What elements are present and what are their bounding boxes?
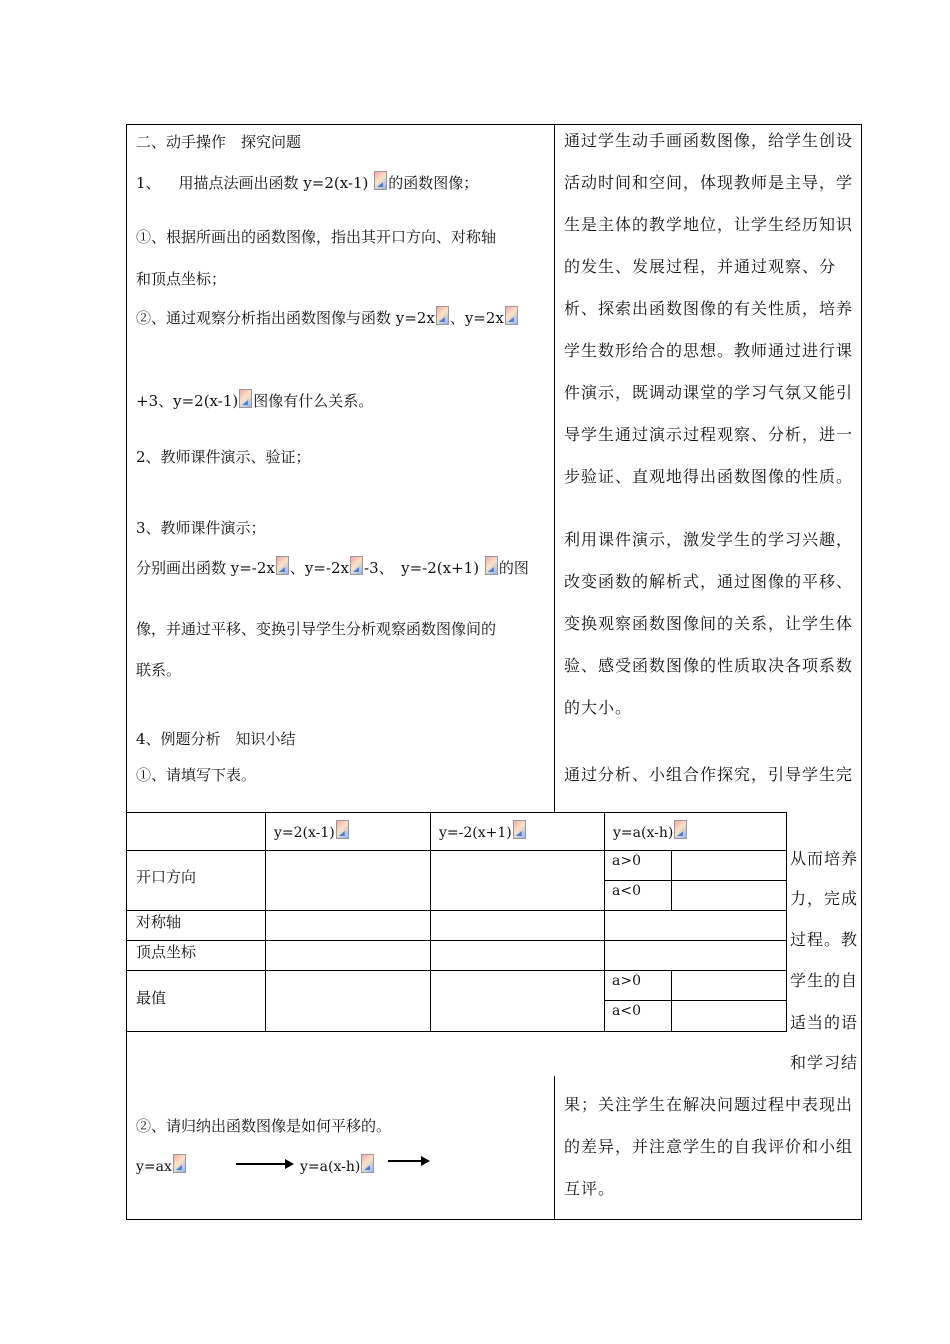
formula-image-icon	[674, 820, 687, 839]
row-label-extremum: 最值	[136, 989, 167, 1007]
arrow-icon	[236, 1163, 292, 1165]
commentary-line: 互评。	[564, 1179, 616, 1198]
table-border	[786, 812, 787, 1032]
table-border	[671, 970, 672, 1031]
commentary-line: 通过学生动手画函数图像，给学生创设	[564, 131, 854, 150]
commentary-partial: 从而培养	[790, 849, 859, 868]
a-negative-label: a<0	[612, 883, 641, 899]
commentary-line: 改变函数的解析式，通过图像的平移、	[564, 572, 854, 591]
question2-text-b: 、y=2x	[449, 309, 504, 327]
outer-bottom-border	[126, 1219, 862, 1220]
item3-text-b: 、y=-2x	[289, 559, 350, 577]
commentary-line: 的差异，并注意学生的自我评价和小组	[564, 1137, 854, 1156]
table-border	[126, 850, 787, 851]
item3-functions-line	[136, 556, 529, 578]
commentary-line: 学生数形给合的思想。教师通过进行课	[564, 341, 854, 360]
outer-right-border	[861, 124, 862, 1220]
table-border	[265, 812, 266, 1032]
commentary-line: 变换观察函数图像间的关系，让学生体	[564, 614, 854, 633]
commentary-line: 导学生通过演示过程观察、分析，进一	[564, 425, 854, 444]
formula-image-icon	[276, 556, 289, 575]
a-positive-label: a>0	[612, 973, 641, 989]
outer-top-border	[126, 124, 862, 125]
commentary-partial: 学生的自	[790, 971, 859, 990]
table-border	[671, 850, 672, 910]
commentary-line: 果；关注学生在解决问题过程中表现出	[564, 1095, 854, 1114]
item4-question2: ②、请归纳出函数图像是如何平移的。	[136, 1117, 392, 1135]
question2-text: ②、通过观察分析指出函数图像与函数 y=2x	[136, 309, 435, 327]
table-border	[430, 812, 431, 1032]
header-text: y=a(x-h)	[613, 825, 674, 841]
item3-line3: 联系。	[136, 661, 182, 679]
item3-line: 3、教师课件演示；	[136, 519, 266, 537]
item1-line	[136, 171, 478, 193]
formula-image-icon	[436, 306, 449, 325]
formula-image-icon	[374, 171, 387, 190]
item2-line: 2、教师课件演示、验证；	[136, 448, 311, 466]
arrow-icon	[388, 1160, 428, 1162]
section-heading: 二、动手操作 探究问题	[136, 133, 302, 151]
item3-text-d: 的图	[498, 559, 529, 577]
commentary-line: 通过分析、小组合作探究，引导学生完	[564, 765, 854, 784]
row-label-vertex: 顶点坐标	[136, 943, 197, 961]
table-header-cell	[274, 820, 350, 841]
table-border	[126, 1031, 787, 1032]
commentary-line: 利用课件演示，激发学生的学习兴趣，	[564, 530, 854, 549]
question1-line2: 和顶点坐标；	[136, 270, 227, 288]
occluded-commentary	[564, 800, 786, 812]
summary-table	[126, 812, 787, 1032]
table-border	[604, 1000, 787, 1001]
formula-image-icon	[361, 1154, 374, 1173]
page-gap	[127, 1033, 861, 1075]
commentary-line: 生是主体的教学地位，让学生经历知识	[564, 215, 854, 234]
formula-image-icon	[350, 556, 363, 575]
formula-image-icon	[513, 820, 526, 839]
table-border	[126, 970, 787, 971]
commentary-line: 析、探索出函数图像的有关性质，培养	[564, 299, 854, 318]
commentary-partial: 适当的语	[790, 1013, 859, 1032]
translation-flow-target	[300, 1154, 375, 1175]
commentary-line: 的发生、发展过程，并通过观察、分	[564, 257, 837, 276]
item1-text: 用描点法画出函数 y=2(x-1)	[178, 174, 369, 192]
item4-question1: ①、请填写下表。	[136, 766, 257, 784]
formula-image-icon	[239, 389, 252, 408]
item3-text-c: -3、 y=-2(x+1)	[364, 559, 480, 577]
item3-text-a: 分别画出函数 y=-2x	[136, 559, 275, 577]
commentary-partial: 力，完成	[790, 889, 859, 908]
commentary-line: 的大小。	[564, 698, 633, 717]
table-border	[126, 812, 127, 1032]
table-border	[126, 910, 787, 911]
item3-line2: 像，并通过平移、变换引导学生分析观察函数图像间的	[136, 620, 497, 638]
table-header-cell	[439, 820, 527, 841]
flow-end-function: y=a(x-h)	[300, 1159, 361, 1175]
column-divider-bottom	[554, 1076, 555, 1220]
commentary-partial: 过程。教	[790, 930, 859, 949]
a-positive-label: a>0	[612, 853, 641, 869]
commentary-line: 件演示，既调动课堂的学习气氛又能引	[564, 383, 854, 402]
item4-heading: 4、例题分析 知识小结	[136, 730, 296, 748]
question1-line1: ①、根据所画出的函数图像，指出其开口方向、对称轴	[136, 228, 497, 246]
question2-line2	[136, 389, 373, 411]
commentary-line: 步验证、直观地得出函数图像的性质。	[564, 467, 854, 486]
question2-text-d: 图像有什么关系。	[253, 392, 374, 410]
formula-image-icon	[173, 1154, 186, 1173]
table-border	[604, 812, 605, 1032]
table-border	[604, 880, 787, 881]
a-negative-label: a<0	[612, 1003, 641, 1019]
item1-text-end: 的函数图像；	[388, 174, 479, 192]
commentary-partial: 和学习结	[790, 1053, 859, 1072]
header-text: y=2(x-1)	[274, 825, 335, 841]
formula-image-icon	[505, 306, 518, 325]
question2-text-c: +3、y=2(x-1)	[136, 392, 239, 410]
table-border	[126, 812, 787, 813]
commentary-line: 活动时间和空间，体现教师是主导，学	[564, 173, 854, 192]
table-header-cell	[613, 820, 688, 841]
header-text: y=-2(x+1)	[439, 825, 512, 841]
row-label-axis-of-symmetry: 对称轴	[136, 913, 182, 931]
column-divider-top	[554, 124, 555, 814]
question2-line1	[136, 306, 519, 328]
translation-flow	[136, 1154, 187, 1175]
commentary-line: 验、感受函数图像的性质取决各项系数	[564, 656, 854, 675]
row-label-opening-direction: 开口方向	[136, 868, 197, 886]
item1-number: 1、	[136, 174, 161, 192]
flow-start-function: y=ax	[136, 1159, 172, 1175]
table-border	[126, 940, 787, 941]
formula-image-icon	[336, 820, 349, 839]
formula-image-icon	[485, 556, 498, 575]
